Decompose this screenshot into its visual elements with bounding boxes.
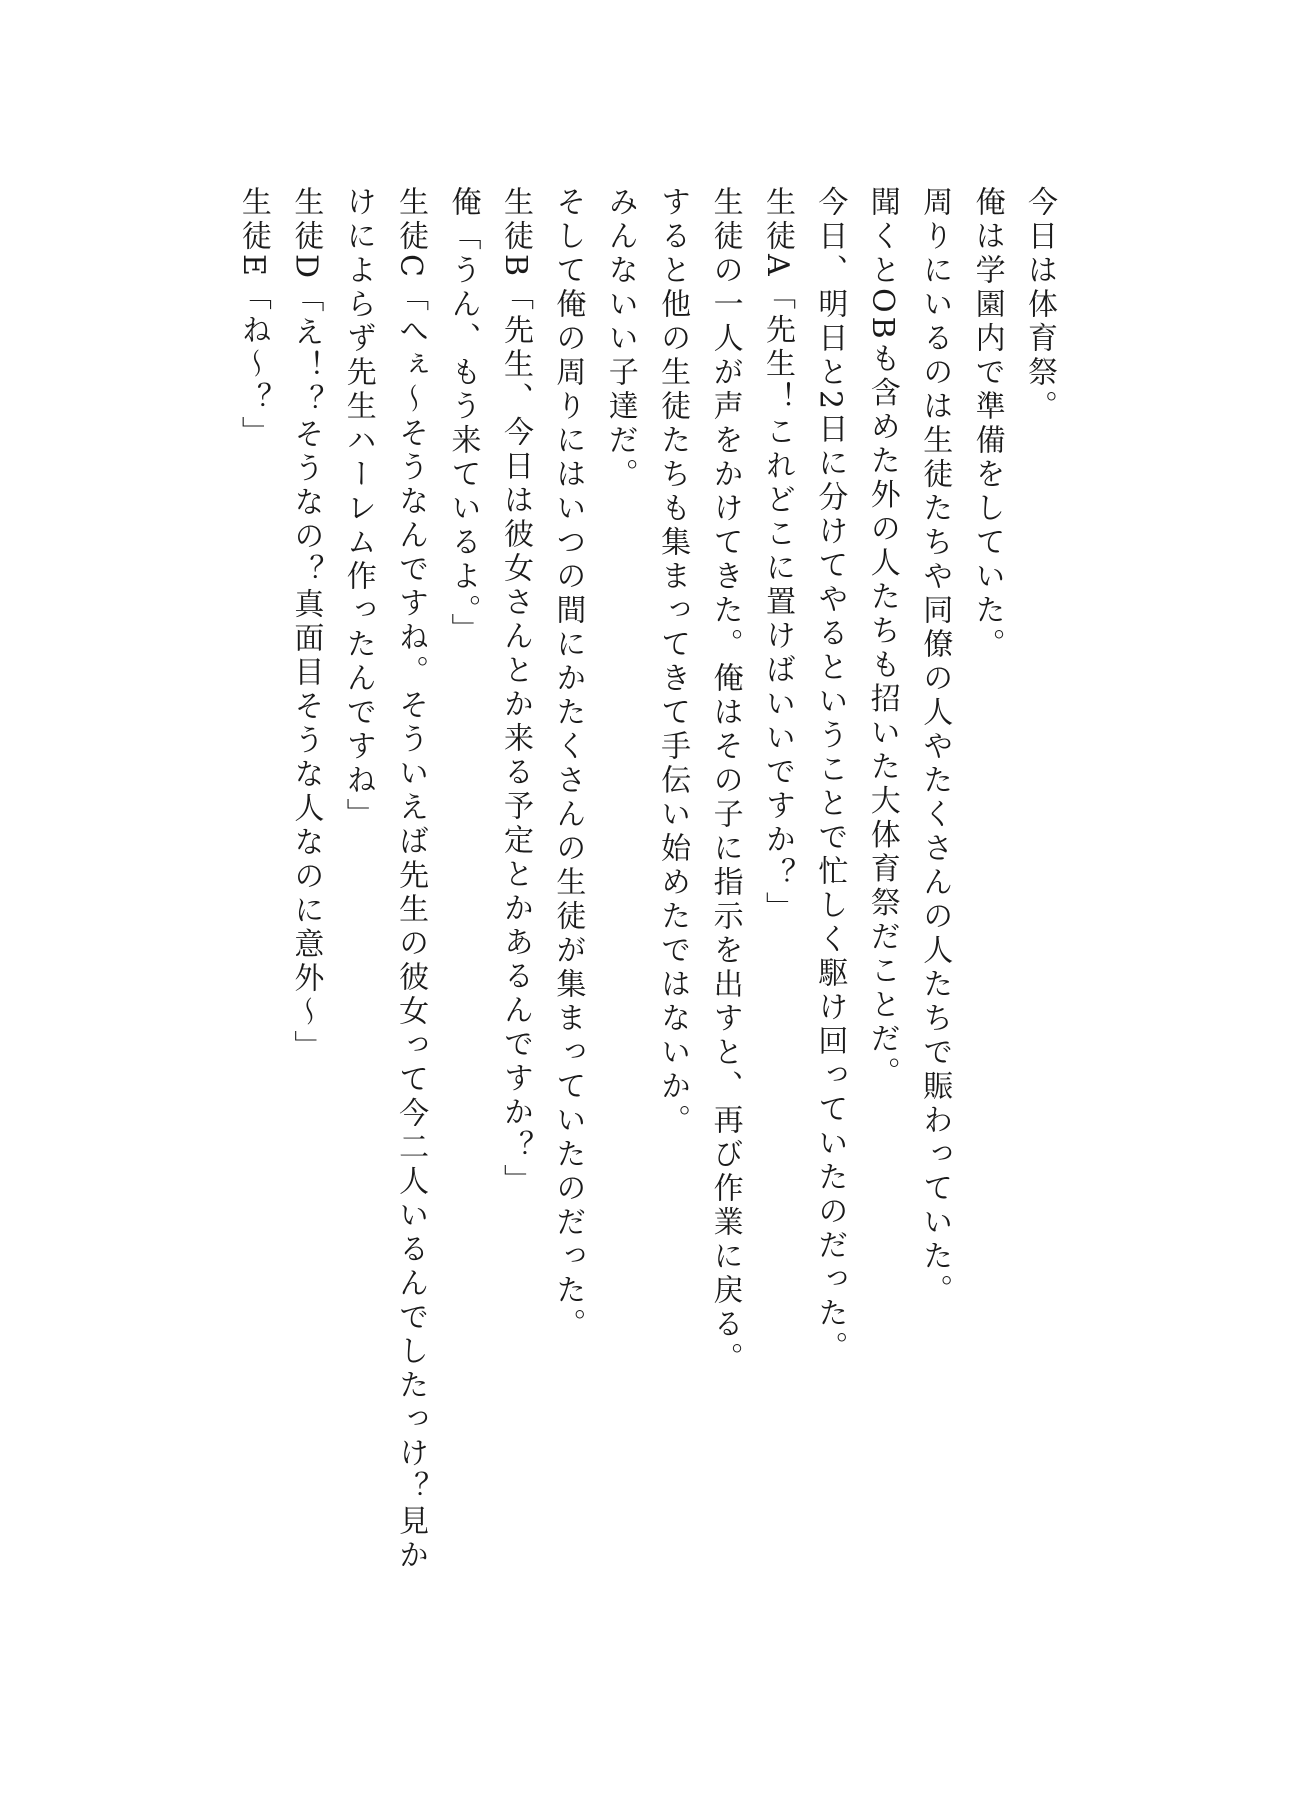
text-line: 今日、明日と2日に分けてやるということで忙しく駆け回っていたのだった。 xyxy=(812,186,848,1366)
text-line: すると他の生徒たちも集まってきて手伝い始めたではないか。 xyxy=(655,186,691,1138)
text-line: 聞くとOBも含めた外の人たちも招いた大体育祭だことだ。 xyxy=(864,186,900,1091)
text-line: 周りにいるのは生徒たちや同僚の人やたくさんの人たちで賑わっていた。 xyxy=(917,186,953,1308)
text-line: けによらず先生ハーレム作ったんですね」 xyxy=(340,186,376,832)
text-line: 生徒D「え！？そうなの？真面目そうな人なのに意外〜」 xyxy=(288,186,324,1065)
text-line: 生徒C「へぇ〜そうなんですね。そういえば先生の彼女って今二人いるんでしたっけ？見か xyxy=(393,186,429,1573)
text-line: 俺「うん、もう来ているよ。」 xyxy=(445,186,481,647)
text-line: 俺は学園内で準備をしていた。 xyxy=(969,186,1005,662)
text-line: そして俺の周りにはいつの間にかたくさんの生徒が集まっていたのだった。 xyxy=(550,186,586,1342)
text-line: 生徒の一人が声をかけてきた。俺はその子に指示を出すと、再び作業に戻る。 xyxy=(707,186,743,1376)
vertical-text-body xyxy=(227,186,1066,1626)
text-line: みんないい子達だ。 xyxy=(602,186,638,492)
text-line: 今日は体育祭。 xyxy=(1022,186,1057,424)
text-line: 生徒E「ね〜？」 xyxy=(235,186,271,450)
text-line: 生徒A「先生！これどこに置けばいいですか？」 xyxy=(759,186,795,926)
text-line: 生徒B「先生、今日は彼女さんとか来る予定とかあるんですか？」 xyxy=(497,186,533,1199)
